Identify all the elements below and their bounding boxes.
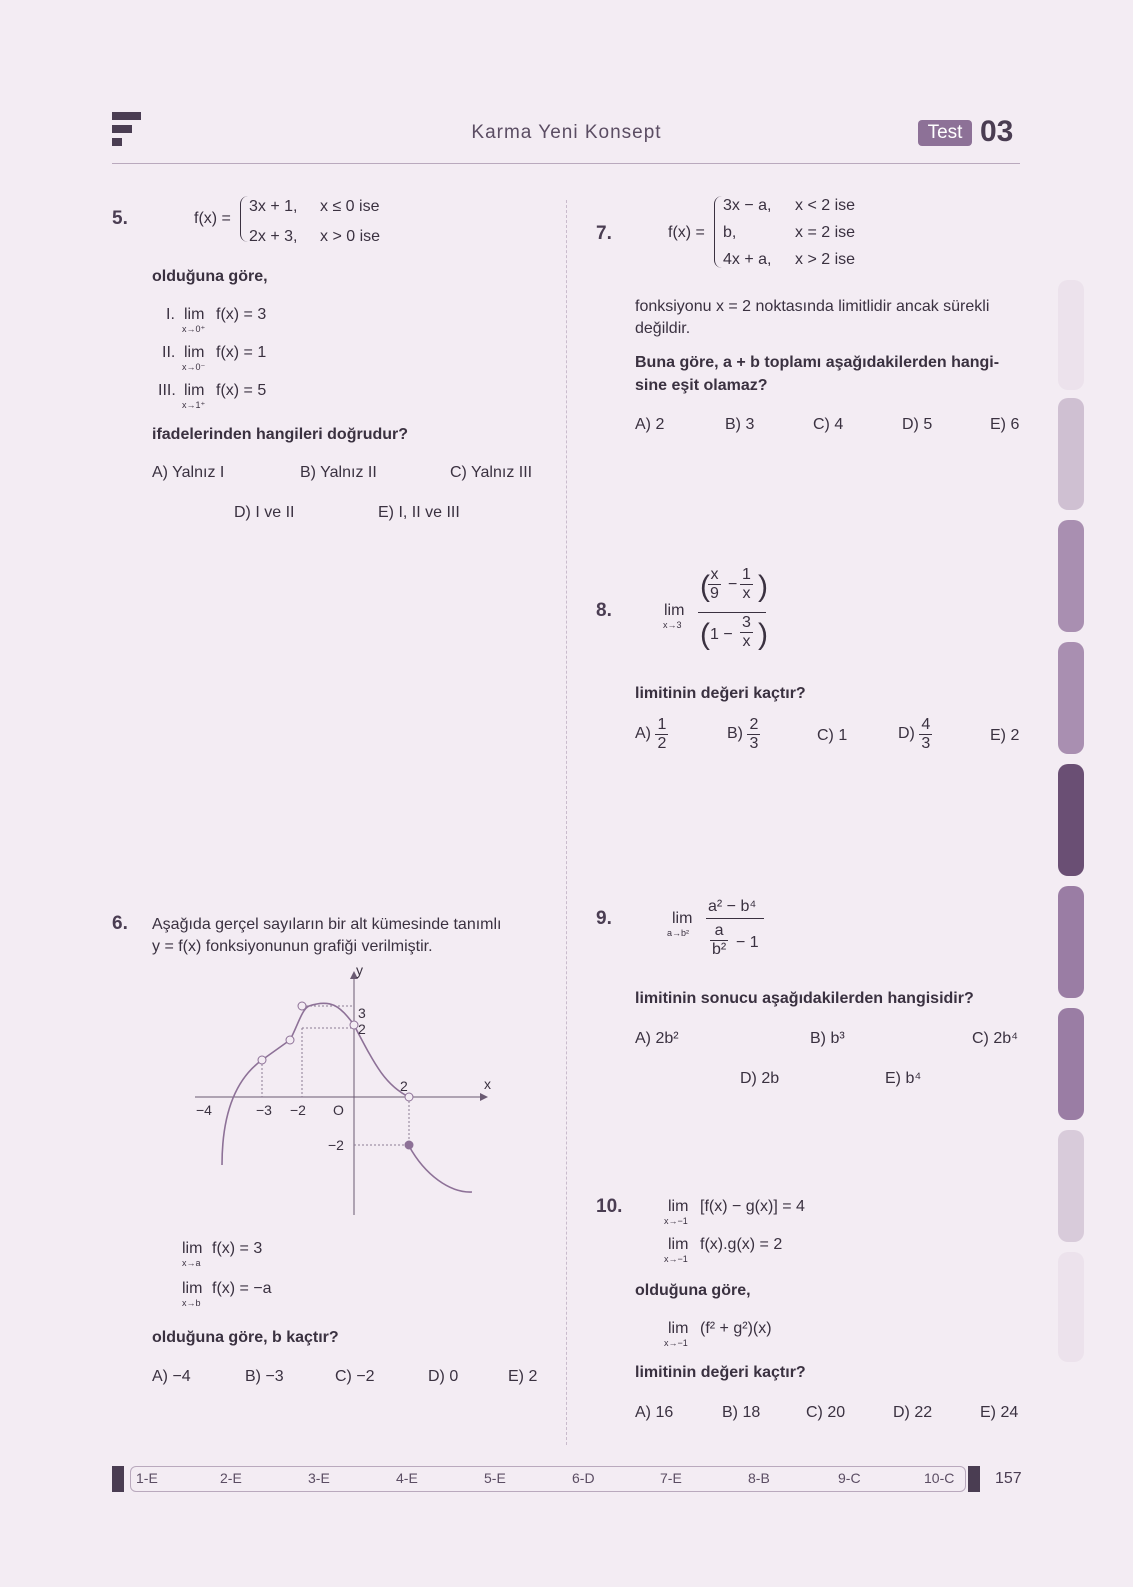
q6-lim2-expr: f(x) = −a (212, 1280, 272, 1297)
q8-sub: x→3 (663, 620, 682, 630)
q7-question-line1: Buna göre, a + b toplamı aşağıdakilerden hangi- (635, 354, 1000, 371)
q5-brace (240, 196, 249, 242)
closed-point (405, 1141, 413, 1149)
q7-number: 7. (596, 223, 612, 244)
section-tab[interactable] (1058, 1130, 1084, 1242)
y-tick-label: 2 (358, 1021, 366, 1037)
q5-case2-cond: x > 0 ise (320, 228, 381, 245)
q9-option-a[interactable]: A) 2b² (635, 1030, 679, 1047)
q5-case1-cond: x ≤ 0 ise (320, 198, 380, 215)
origin-label: O (333, 1102, 344, 1118)
section-tab[interactable] (1058, 642, 1084, 754)
q8-option-c[interactable]: C) 1 (817, 727, 848, 744)
x-tick-label: −4 (196, 1102, 212, 1118)
q8-option-d[interactable]: D) $\frac{4}{3}$ (898, 716, 931, 752)
q7-case1-cond: x < 2 ise (795, 197, 856, 214)
test-badge: Test (918, 120, 972, 146)
q10-option-d[interactable]: D) 22 (893, 1404, 933, 1421)
q5-s1-roman: I. (166, 306, 175, 323)
q9-lim: lim (672, 910, 693, 927)
q9-fraction-bar (706, 918, 764, 919)
q8-question: limitinin değeri kaçtır? (635, 685, 806, 702)
q9-question: limitinin sonucu aşağıdakilerden hangisidir? (635, 990, 974, 1007)
open-point (405, 1093, 413, 1101)
q5-s2-lim: lim (184, 344, 205, 361)
answer-item: 7-E (660, 1470, 682, 1486)
q7-option-d[interactable]: D) 5 (902, 416, 933, 433)
q10-option-a[interactable]: A) 16 (635, 1404, 674, 1421)
header-divider (112, 163, 1020, 164)
q6-lim1-label: lim (182, 1240, 203, 1257)
q7-case1-expr: 3x − a, (723, 197, 772, 214)
q7-option-c[interactable]: C) 4 (813, 416, 844, 433)
test-number: 03 (980, 115, 1014, 148)
section-tab[interactable] (1058, 1008, 1084, 1120)
q6-text-line1: Aşağıda gerçel sayıların bir alt kümesinde tanımlı (152, 916, 502, 933)
q5-s3-lim: lim (184, 382, 205, 399)
q6-lim1-sub: x→a (182, 1258, 201, 1268)
x-tick-label: −2 (290, 1102, 306, 1118)
q9-option-c[interactable]: C) 2b⁴ (972, 1030, 1018, 1047)
q10-option-c[interactable]: C) 20 (806, 1404, 846, 1421)
q6-lim2-label: lim (182, 1280, 203, 1297)
q8-fraction-bar (698, 612, 766, 613)
column-divider (566, 200, 567, 1445)
q9-option-d[interactable]: D) 2b (740, 1070, 780, 1087)
open-point (286, 1036, 294, 1044)
q5-option-c[interactable]: C) Yalnız III (450, 464, 533, 481)
section-tab[interactable] (1058, 398, 1084, 510)
section-tab[interactable] (1058, 1252, 1084, 1362)
answer-item: 9-C (838, 1470, 861, 1486)
q5-case1-expr: 3x + 1, (249, 198, 298, 215)
q5-s1-lim: lim (184, 306, 205, 323)
answer-key-left-block (112, 1466, 124, 1492)
q7-option-e[interactable]: E) 6 (990, 416, 1020, 433)
q5-option-d[interactable]: D) I ve II (234, 504, 295, 521)
q10-lim2: lim (668, 1236, 689, 1253)
q7-text: fonksiyonu x = 2 noktasında limitlidir ancak sürekli değildir. (635, 298, 990, 337)
q8-numerator: ( $\frac{x}{9}$ − $\frac{1}{x}$ ) (700, 566, 768, 603)
q10-sub3: x→−1 (664, 1338, 688, 1348)
q10-sub1: x→−1 (664, 1216, 688, 1226)
q8-option-a[interactable]: A) $\frac{1}{2}$ (635, 716, 667, 752)
q5-option-b[interactable]: B) Yalnız II (300, 464, 377, 481)
q9-numerator: a² − b⁴ (708, 898, 757, 915)
q7-option-a[interactable]: A) 2 (635, 416, 665, 433)
q9-option-b[interactable]: B) b³ (810, 1030, 845, 1047)
q6-option-e[interactable]: E) 2 (508, 1368, 538, 1385)
q5-s3-sub: x→1⁺ (182, 400, 206, 410)
q8-lim: lim (664, 602, 685, 619)
q6-function-graph (190, 965, 510, 1220)
q7-case2-expr: b, (723, 224, 737, 241)
q5-s2-expr: f(x) = 1 (216, 344, 267, 361)
x-axis-label: x (484, 1076, 491, 1092)
q9-sub: a→b² (667, 928, 690, 938)
section-tab-active[interactable] (1058, 764, 1084, 876)
q6-question: olduğuna göre, b kaçtır? (152, 1329, 339, 1346)
answer-item: 4-E (396, 1470, 418, 1486)
q5-s1-sub: x→0⁺ (182, 324, 206, 334)
q8-denominator: ( 1 − $\frac{3}{x}$ ) (700, 614, 768, 651)
section-tab[interactable] (1058, 886, 1084, 998)
answer-item: 5-E (484, 1470, 506, 1486)
answer-item: 1-E (136, 1470, 158, 1486)
q10-option-b[interactable]: B) 18 (722, 1404, 761, 1421)
q5-s2-roman: II. (162, 344, 176, 361)
q6-lim2-sub: x→b (182, 1298, 201, 1308)
q6-number: 6. (112, 913, 128, 934)
answer-item: 2-E (220, 1470, 242, 1486)
x-tick-label: 2 (400, 1078, 408, 1094)
answer-key-right-block (968, 1466, 980, 1492)
graph-curve-left (222, 1003, 409, 1165)
q5-option-e[interactable]: E) I, II ve III (378, 504, 460, 521)
y-tick-label: −2 (328, 1137, 344, 1153)
q9-minus-one: − 1 (736, 934, 759, 951)
answer-item: 6-D (572, 1470, 595, 1486)
q5-question: ifadelerinden hangileri doğrudur? (152, 426, 409, 443)
q7-case3-expr: 4x + a, (723, 251, 772, 268)
x-axis-arrow (480, 1093, 488, 1101)
page-number: 157 (995, 1470, 1022, 1487)
q6-option-c[interactable]: C) −2 (335, 1368, 375, 1385)
q7-option-b[interactable]: B) 3 (725, 416, 755, 433)
q10-line1: [f(x) − g(x)] = 4 (700, 1198, 805, 1215)
q5-intro: olduğuna göre, (152, 268, 268, 285)
q8-number: 8. (596, 600, 612, 621)
q9-option-e[interactable]: E) b⁴ (885, 1070, 922, 1087)
answer-item: 8-B (748, 1470, 770, 1486)
y-axis-label: y (356, 965, 363, 978)
q7-question-line2: sine eşit olamaz? (635, 377, 768, 394)
q5-number: 5. (112, 208, 128, 229)
answer-item: 10-C (924, 1470, 955, 1486)
q5-s1-expr: f(x) = 3 (216, 306, 267, 323)
q7-fname: f(x) = (668, 224, 705, 241)
q5-case2-expr: 2x + 3, (249, 228, 298, 245)
q5-s3-expr: f(x) = 5 (216, 382, 267, 399)
q9-inner-fraction: $\frac{a}{\text{b²}}$ (712, 922, 727, 958)
q10-option-e[interactable]: E) 24 (980, 1404, 1019, 1421)
open-point (298, 1002, 306, 1010)
answer-key-bar (112, 1466, 980, 1492)
q6-option-b[interactable]: B) −3 (245, 1368, 284, 1385)
q8-option-b[interactable]: B) $\frac{2}{3}$ (727, 716, 759, 752)
q10-lim3: lim (668, 1320, 689, 1337)
q9-number: 9. (596, 908, 612, 929)
q10-line3: (f² + g²)(x) (700, 1320, 772, 1337)
q6-option-d[interactable]: D) 0 (428, 1368, 459, 1385)
q10-intro: olduğuna göre, (635, 1282, 751, 1299)
q10-line2: f(x).g(x) = 2 (700, 1236, 783, 1253)
q10-sub2: x→−1 (664, 1254, 688, 1264)
q5-s2-sub: x→0⁻ (182, 362, 206, 372)
q5-s3-roman: III. (158, 382, 176, 399)
q5-fname: f(x) = (194, 210, 231, 227)
q10-lim1: lim (668, 1198, 689, 1215)
guide-lines (262, 1006, 409, 1145)
graph-curve-right (409, 1146, 472, 1192)
q6-lim1-expr: f(x) = 3 (212, 1240, 263, 1257)
page-title: Karma Yeni Konsept (471, 122, 662, 143)
q8-option-e[interactable]: E) 2 (990, 727, 1020, 744)
q7-brace (714, 196, 723, 268)
section-tab[interactable] (1058, 520, 1084, 632)
q5-option-a[interactable]: A) Yalnız I (152, 464, 225, 481)
q10-question: limitinin değeri kaçtır? (635, 1364, 806, 1381)
q10-number: 10. (596, 1196, 623, 1217)
section-tab[interactable] (1058, 280, 1084, 390)
q6-text-line2: y = f(x) fonksiyonunun grafiği verilmiştir. (152, 938, 433, 955)
y-tick-label: 3 (358, 1005, 366, 1021)
q6-option-a[interactable]: A) −4 (152, 1368, 191, 1385)
q7-case3-cond: x > 2 ise (795, 251, 856, 268)
q7-case2-cond: x = 2 ise (795, 224, 856, 241)
answer-item: 3-E (308, 1470, 330, 1486)
x-tick-label: −3 (256, 1102, 272, 1118)
open-point (258, 1056, 266, 1064)
open-point (350, 1021, 358, 1029)
